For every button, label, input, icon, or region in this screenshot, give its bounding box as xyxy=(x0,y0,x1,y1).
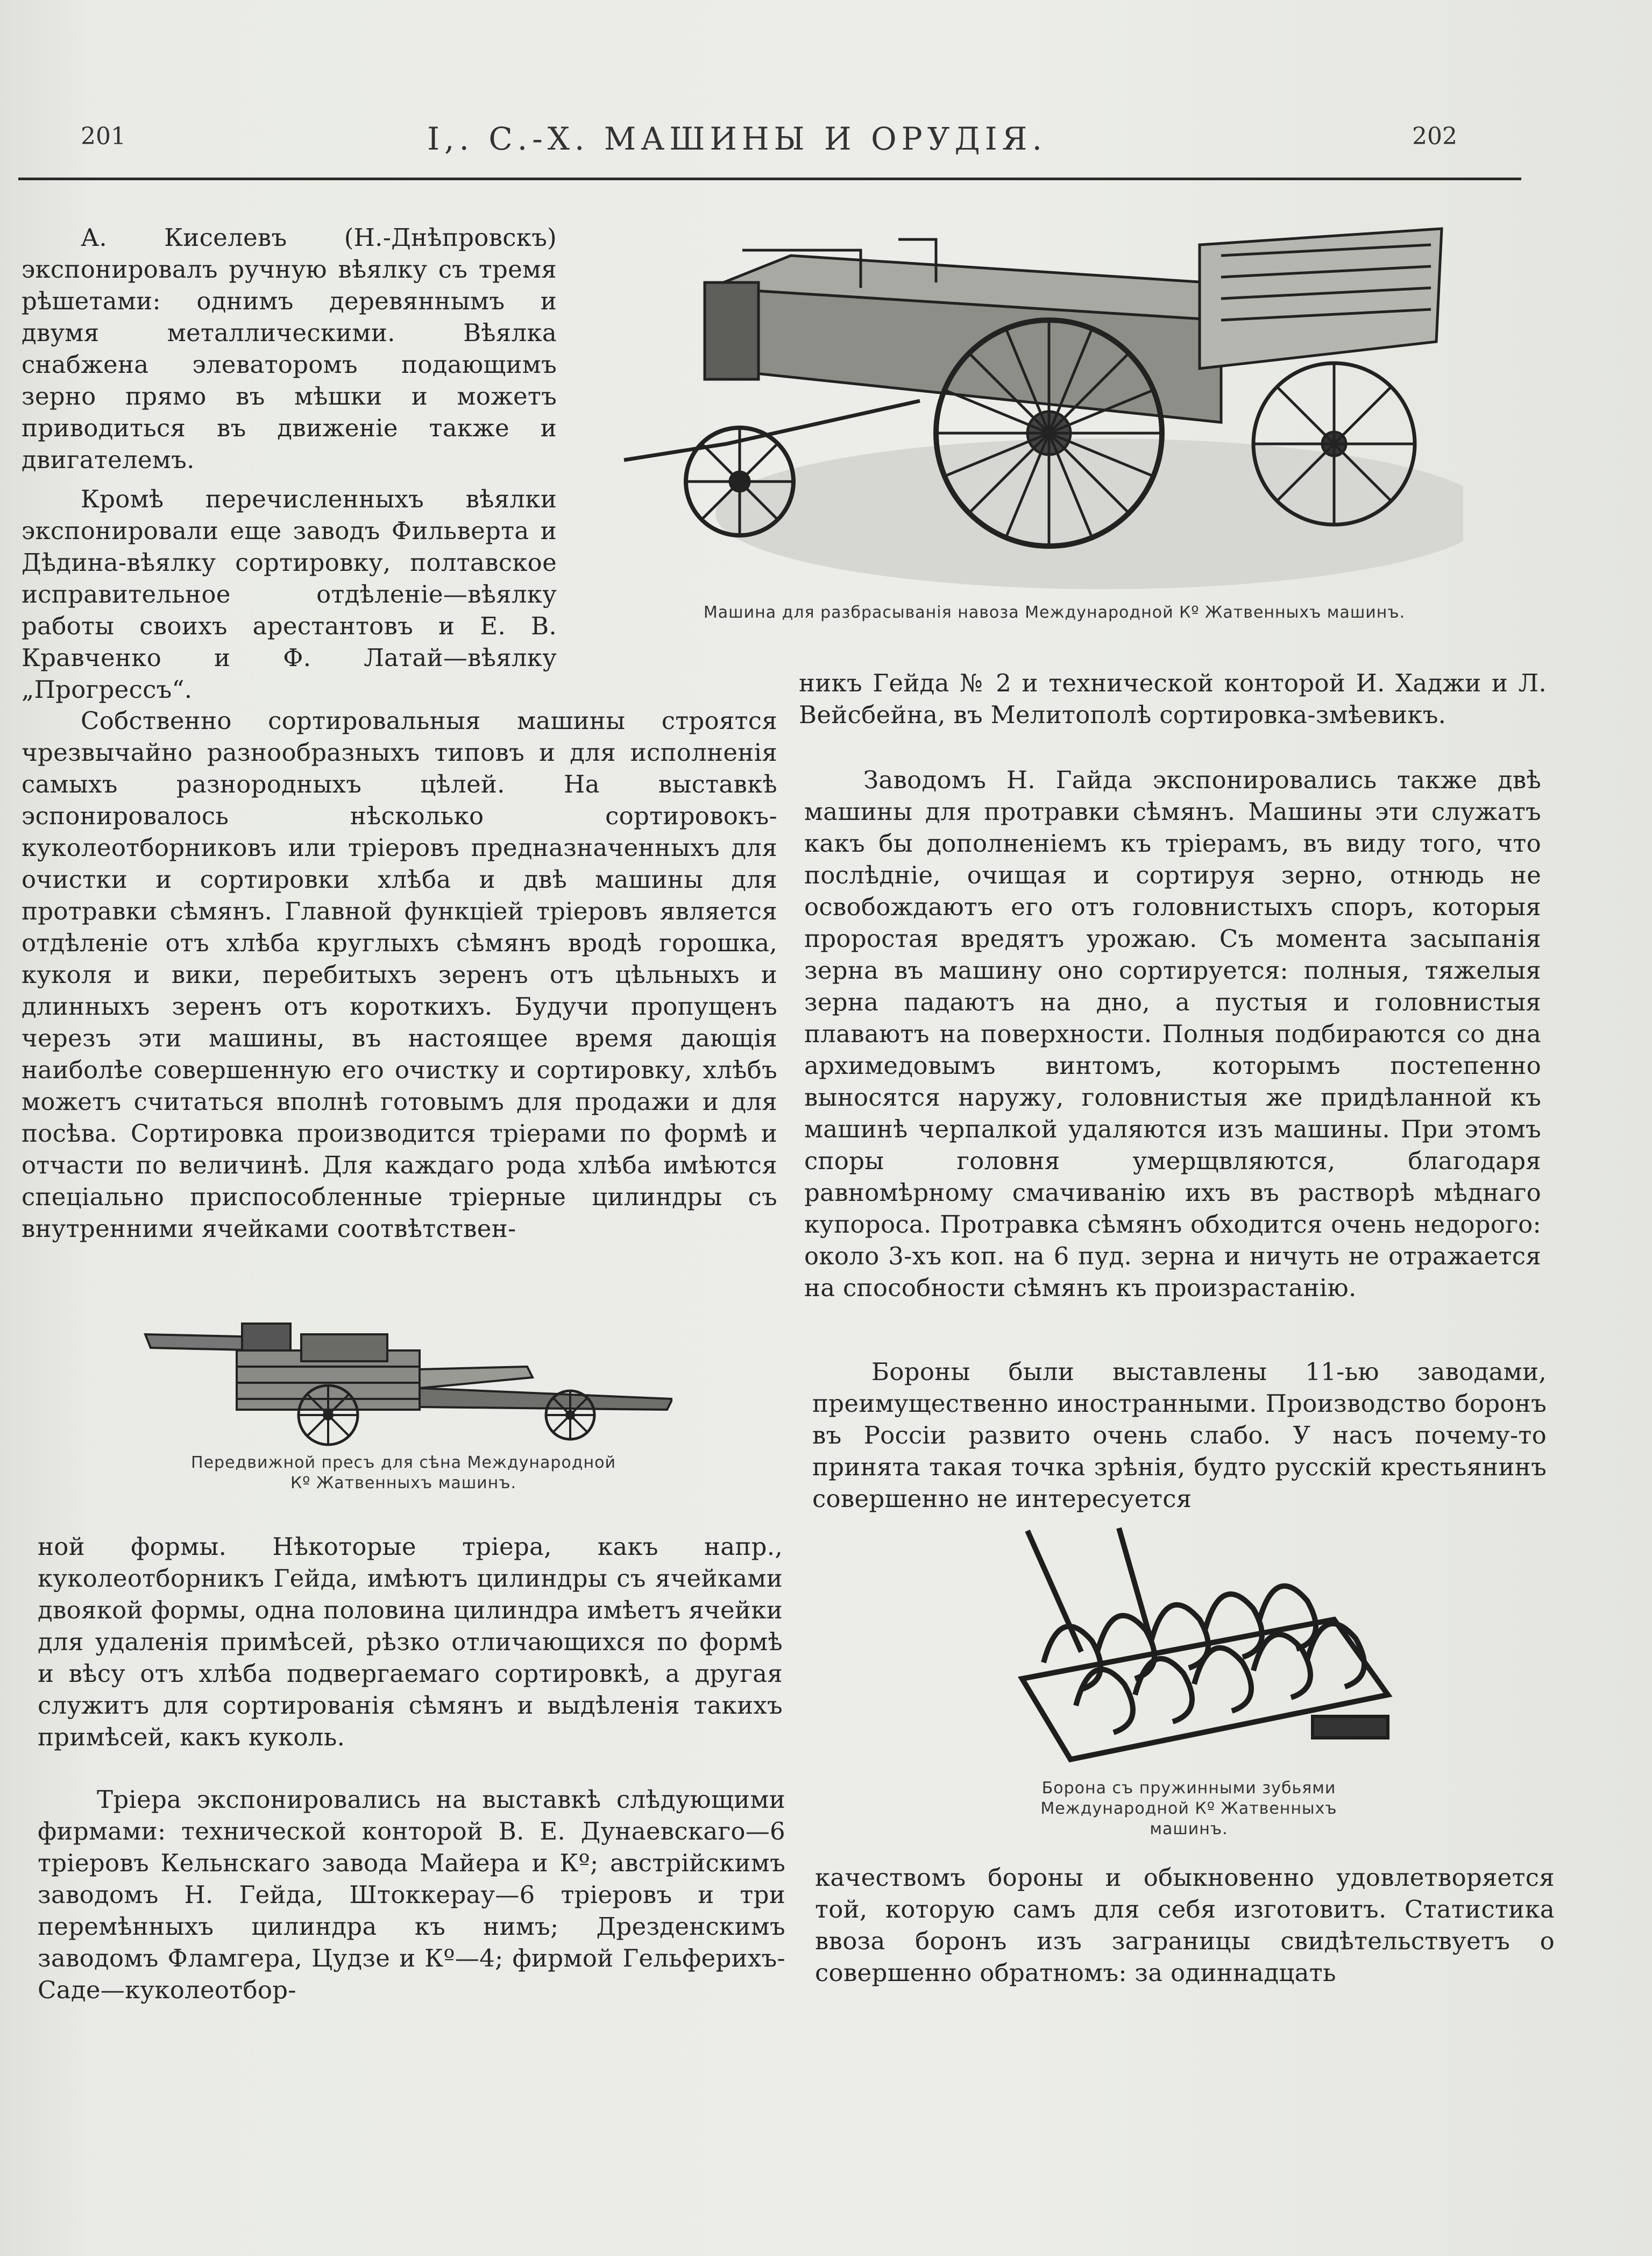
page-number-left: 201 xyxy=(81,123,126,150)
hay-press-caption: Передвижной пресъ для сѣна Международной Кº Жатвенныхъ машинъ. xyxy=(191,1453,616,1493)
hay-press-illustration xyxy=(140,1313,672,1447)
running-title: I,. С.-X. МАШИНЫ И ОРУДІЯ. xyxy=(427,121,1047,157)
manure-spreader-illustration xyxy=(619,207,1463,595)
header-rule xyxy=(18,178,1521,180)
right-paragraph-4: качествомъ бороны и обыкновенно удовлетворяется той, которую самъ для себя изготовитъ. Статистика ввоза боронъ изъ заграницы свидѣтельствуетъ о совершенно обратномъ: за одиннадцать xyxy=(815,1863,1555,1987)
right-paragraph-1: никъ Гейда № 2 и технической конторой И. Хаджи и Л. Вейсбейна, въ Мелитополѣ сортировка-змѣевикъ. xyxy=(799,669,1547,729)
left-paragraph-2: Кромѣ перечисленныхъ вѣялки экспонировали еще заводъ Фильверта и Дѣдина-вѣялку сортировку, полтавское исправительное отдѣленіе—вѣялку работы своихъ арестантовъ и Е. В. Кравченко и Ф. Латай—вѣялку „Прогрессъ“. xyxy=(22,485,557,704)
left-paragraph-4: ной формы. Нѣкоторые тріера, какъ напр., куколеотборникъ Гейда, имѣютъ цилиндры съ ячейками двоякой формы, одна половина цилиндра имѣетъ ячейки для удаленія примѣсей, рѣзко отличающихся по формѣ и вѣсу отъ хлѣба подвергаемаго сортировкѣ, а другая служитъ для сортированія сѣмянъ и выдѣленія такихъ примѣсей, какъ куколь. xyxy=(38,1532,783,1751)
right-paragraph-2: Заводомъ Н. Гайда экспонировались также двѣ машины для протравки сѣмянъ. Машины эти служатъ какъ бы дополненіемъ къ тріерамъ, въ виду того, что послѣдніе, очищая и сортируя зерно, отнюдь не освобождаютъ его отъ головнистыхъ споръ, которыя проростая вредятъ урожаю. Съ момента засыпанія зерна въ машину оно сортируется: полныя, тяжелыя зерна падаютъ на дно, а пустыя и головнистыя плаваютъ на поверхности. Полныя подбираются со дна архимедовымъ винтомъ, которымъ постепенно выносятся наружу, головнистыя же придѣланной къ машинѣ черпалкой удаляются изъ машины. При этомъ споры головня умерщвляются, благодаря равномѣрному смачиванію ихъ въ растворѣ мѣднаго купороса. Протравка сѣмянъ обходится очень недорого: около 3-хъ коп. на 6 пуд. зерна и ничуть не отражается на способности сѣмянъ къ произрастанію. xyxy=(804,766,1541,1302)
manure-spreader-caption: Машина для разбрасыванія навоза Международной Кº Жатвенныхъ машинъ. xyxy=(703,603,1406,622)
left-paragraph-5: Тріера экспонировались на выставкѣ слѣдующими фирмами: технической конторой В. Е. Дунаевскаго—6 тріеровъ Кельнскаго завода Майера и Кº; австрійскимъ заводомъ Н. Гейда, Штоккерау—6 тріеровъ и три перемѣнныхъ цилиндра къ нимъ; Дрезденскимъ заводомъ Фламгера, Цудзе и Кº—4; фирмой Гельферихъ-Саде—куколеотбор- xyxy=(38,1785,785,2004)
left-paragraph-3: Собственно сортировальныя машины строятся чрезвычайно разнообразныхъ типовъ и для исполненія самыхъ разнородныхъ цѣлей. На выставкѣ эспонировалось нѣсколько сортировокъ-куколеотборниковъ или тріеровъ предназначенныхъ для очистки и сортировки хлѣба и двѣ машины для протравки сѣмянъ. Главной функціей тріеровъ является отдѣленіе отъ хлѣба круглыхъ сѣмянъ вродѣ горошка, куколя и вики, перебитыхъ зеренъ отъ цѣльныхъ и длинныхъ зеренъ отъ короткихъ. Будучи пропущенъ черезъ эти машины, въ настоящее время дающія наиболѣе совершенную его очистку и сортировку, хлѣбъ можетъ считаться вполнѣ готовымъ для продажи и для посѣва. Сортировка производится тріерами по формѣ и отчасти по величинѣ. Для каждаго рода хлѣба имѣются спеціально приспособленные тріерные цилиндры съ внутренними ячейками соотвѣтствен- xyxy=(22,706,777,1243)
left-paragraph-1: А. Киселевъ (Н.-Днѣпровскъ) экспонировалъ ручную вѣялку съ тремя рѣшетами: однимъ деревяннымъ и двумя металлическими. Вѣялка снабжена элеваторомъ подающимъ зерно прямо въ мѣшки и можетъ приводиться въ движеніе также и двигателемъ. xyxy=(22,223,557,474)
spring-harrow-illustration xyxy=(1011,1523,1399,1770)
harrow-caption: Борона съ пружинными зубьями Международной Кº Жатвенныхъ машинъ. xyxy=(1040,1779,1337,1838)
right-paragraph-3: Бороны были выставлены 11-ью заводами, преимущественно иностранными. Производство боронъ въ Россіи развито очень слабо. У насъ почему-то принята такая точка зрѣнія, будто русскій крестьянинъ совершенно не интересуется xyxy=(812,1357,1547,1513)
page-number-right: 202 xyxy=(1412,123,1457,150)
